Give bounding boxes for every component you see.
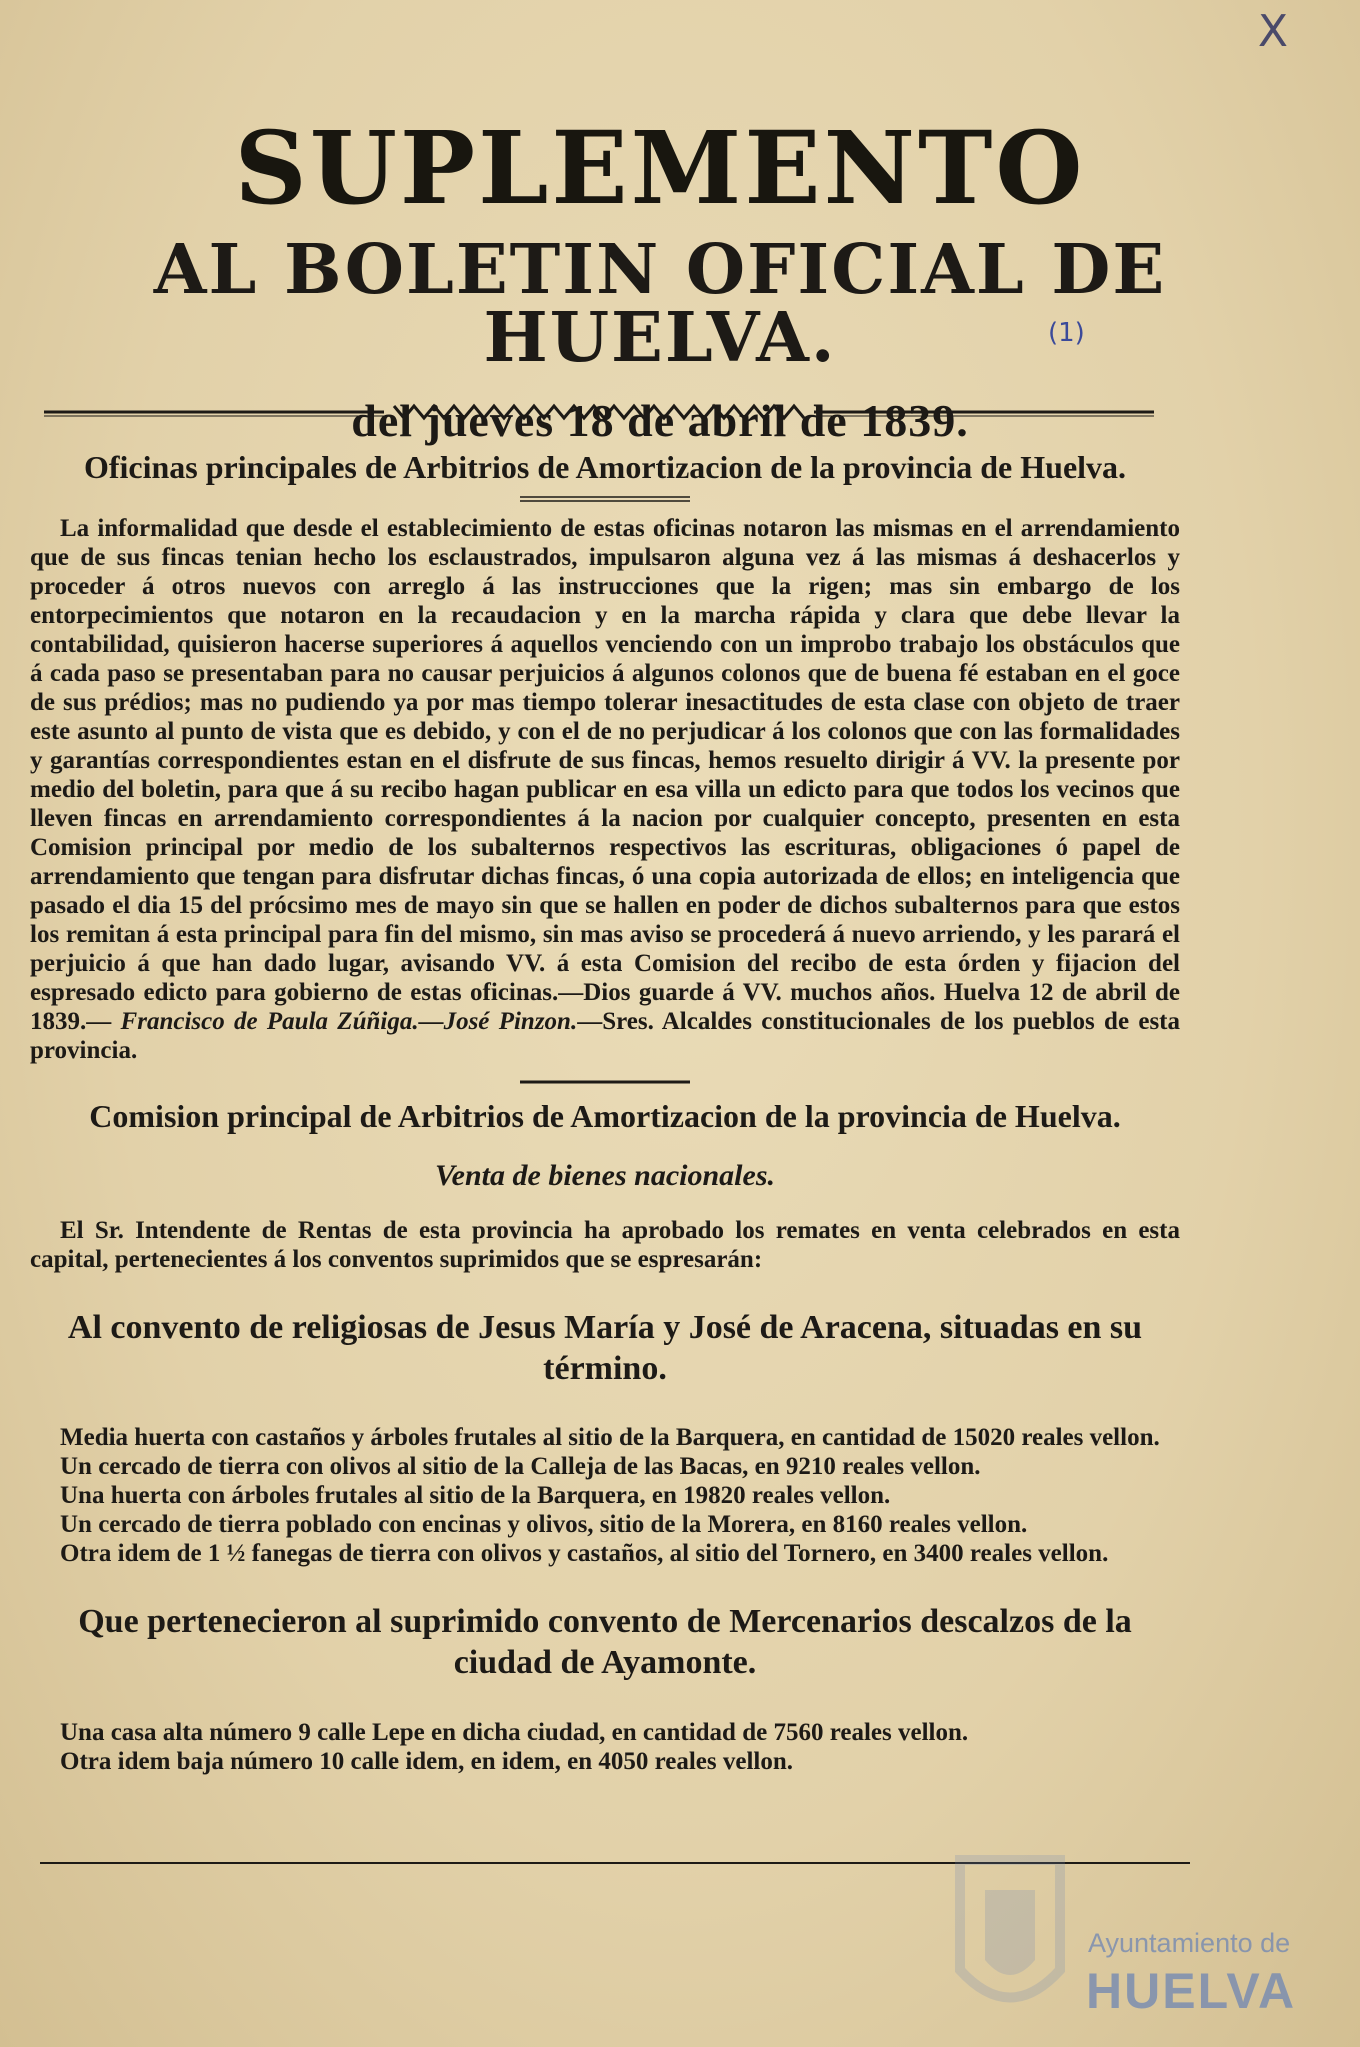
watermark-line1: Ayuntamiento de <box>1088 1928 1291 1958</box>
group1-item: Un cercado de tierra poblado con encinas y olivos, sitio de la Morera, en 8160 reales vellon. <box>60 1511 1028 1539</box>
section-separator-rule <box>520 1077 690 1087</box>
masthead <box>40 109 1280 447</box>
group2-item: Una casa alta número 9 calle Lepe en dicha ciudad, en cantidad de 7560 reales vellon. <box>60 1718 969 1746</box>
section2-subheading: Venta de bienes nacionales. <box>434 1158 775 1192</box>
section2-intro: El Sr. Intendente de Rentas de esta provincia ha aprobado los remates en venta celebrados en esta capital, pertenecientes á los conventos suprimidos que se espresarán: <box>30 1216 1180 1273</box>
group2-item: Otra idem baja número 10 calle idem, en idem, en 4050 reales vellon. <box>60 1747 794 1775</box>
ornamental-rule <box>44 400 1154 424</box>
group1-item: Una huerta con árboles frutales al sitio de la Barquera, en 19820 reales vellon. <box>60 1482 891 1510</box>
masthead-subtitle: AL BOLETIN OFICIAL DE HUELVA. <box>153 230 1167 378</box>
section1-heading: Oficinas principales de Arbitrios de Amortizacion de la provincia de Huelva. <box>83 449 1127 485</box>
section2-heading: Comision principal de Arbitrios de Amortizacion de la provincia de Huelva. <box>89 1098 1121 1135</box>
document-body <box>30 448 1180 1776</box>
section1-body-text: La informalidad que desde el establecimiento de estas oficinas notaron las mismas en el arrendamiento que de sus fincas tenian hecho los esclaustrados, impulsaron alguna vez á las mismas á deshacerlos y proceder á otros nuevos con arreglo á las instrucciones que la rigen; mas sin embargo de los entorpecimientos que notaron en la recaudacion y en la marcha rápida y clara que debe llevar la contabilidad, quisieron hacerse superiores á aquellos venciendo con un improbo trabajo los obstáculos que á cada paso se presentaban para no causar perjuicios á algunos colonos que de buena fé estaban en el goce de sus prédios; mas no pudiendo ya por mas tiempo tolerar inesactitudes de esta clase con objeto de traer este asunto al punto de vista que es debido, y con el de no perjudicar á los colonos que con las formalidades y garantías correspondientes estan en el disfrute de sus fincas, hemos resuelto dirigir á VV. la presente por medio del boletin, para que á su recibo hagan publicar en esa villa un edicto para que todos los vecinos que lleven fincas en arrendamiento correspondientes á la nacion por cualquier concepto, presenten en esta Comision principal por medio de los subalternos respectivos las escrituras, obligaciones ó papel de arrendamiento que tengan para disfrutar dichas fincas, ó una copia autorizada de ellos; en inteligencia que pasado el dia 15 del prócsimo mes de mayo sin que se hallen en poder de dichos subalternos para que estos los remitan á esta principal para fin del mismo, sin mas aviso se procederá á nuevo arriendo, y les parará el perjuicio á que han dado lugar, avisando VV. á esta Comision del recibo de esta órden y fijacion del espresado edicto para gobierno de estas oficinas.—Dios guarde á VV. muchos años. Huelva 12 de abril de 1839.— <box>30 515 1180 1036</box>
section1-signatories: Francisco de Paula Zúñiga.—José Pinzon. <box>120 1008 578 1036</box>
corner-manuscript-mark: X <box>1257 6 1288 57</box>
group1-item: Media huerta con castaños y árboles frutales al sitio de la Barquera, en cantidad de 15020 reales vellon. <box>60 1424 1160 1452</box>
group2-heading: Que pertenecieron al suprimido convento de Mercenarios descalzos de la ciudad de Ayamonte. <box>78 1603 1132 1682</box>
masthead-date: del jueves 18 de abril de 1839. <box>351 395 969 446</box>
masthead-title: SUPLEMENTO <box>234 109 1086 227</box>
manuscript-note: (1) <box>1048 318 1085 348</box>
watermark-line2: HUELVA <box>1086 1963 1297 2019</box>
section1-body <box>30 514 1180 1065</box>
group1-heading: Al convento de religiosas de Jesus María y José de Aracena, situadas en su término. <box>67 1308 1143 1387</box>
section1-closing: —Sres. Alcaldes constitucionales de los pueblos de esta provincia. <box>30 1008 1180 1065</box>
group1-item: Un cercado de tierra con olivos al sitio de la Calleja de las Bacas, en 9210 reales vellon. <box>60 1453 981 1481</box>
small-double-rule <box>520 494 690 504</box>
group1-item: Otra idem de 1 ½ fanegas de tierra con olivos y castaños, al sitio del Tornero, en 3400 reales vellon. <box>60 1540 1109 1568</box>
